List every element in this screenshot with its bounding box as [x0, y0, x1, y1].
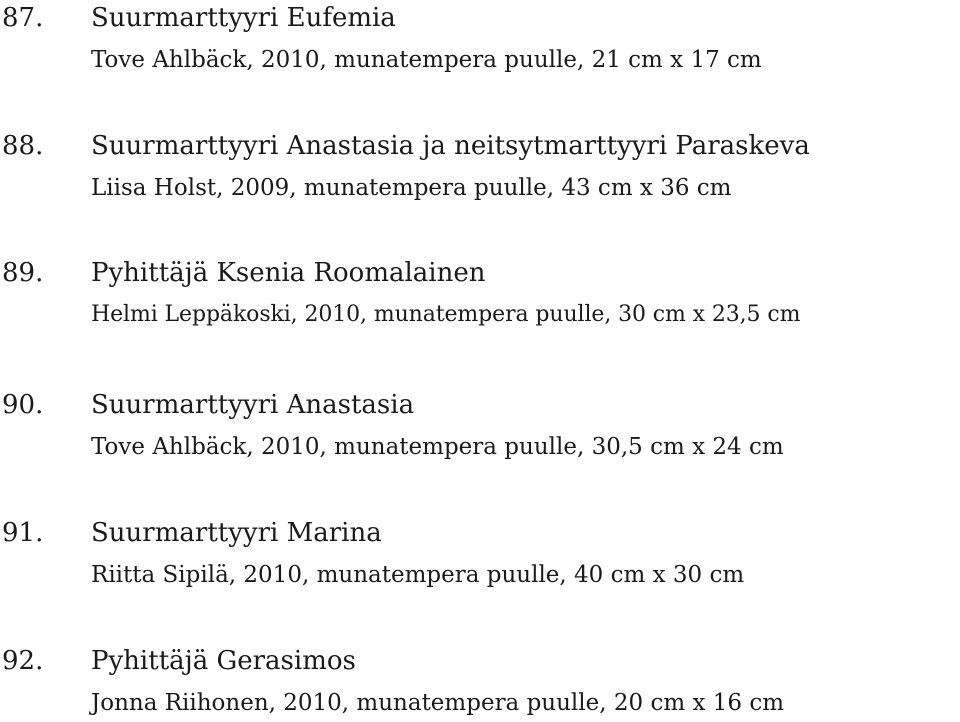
entry-title: Suurmarttyyri Eufemia — [91, 3, 396, 33]
entry-number: 87. — [2, 3, 44, 33]
entry-details: Liisa Holst, 2009, munatempera puulle, 43 cm x 36 cm — [91, 175, 732, 201]
entry-title: Suurmarttyyri Anastasia — [91, 390, 415, 420]
entry-details: Tove Ahlbäck, 2010, munatempera puulle, 21 cm x 17 cm — [91, 47, 762, 73]
entry-number: 91. — [2, 518, 44, 548]
entry-number: 88. — [2, 131, 44, 161]
entry-title: Suurmarttyyri Marina — [91, 518, 382, 548]
entry-title: Pyhittäjä Ksenia Roomalainen — [91, 258, 486, 288]
entry-number: 89. — [2, 258, 44, 288]
entry-details: Tove Ahlbäck, 2010, munatempera puulle, 30,5 cm x 24 cm — [91, 434, 784, 460]
entry-details: Helmi Leppäkoski, 2010, munatempera puulle, 30 cm x 23,5 cm — [91, 302, 801, 327]
entry-details: Riitta Sipilä, 2010, munatempera puulle, 40 cm x 30 cm — [91, 562, 745, 588]
entry-number: 90. — [2, 390, 44, 420]
entry-number: 92. — [2, 646, 44, 676]
entry-details: Jonna Riihonen, 2010, munatempera puulle, 20 cm x 16 cm — [91, 690, 785, 716]
entry-title: Pyhittäjä Gerasimos — [91, 646, 356, 676]
entry-title: Suurmarttyyri Anastasia ja neitsytmarttyyri Paraskeva — [91, 131, 810, 161]
